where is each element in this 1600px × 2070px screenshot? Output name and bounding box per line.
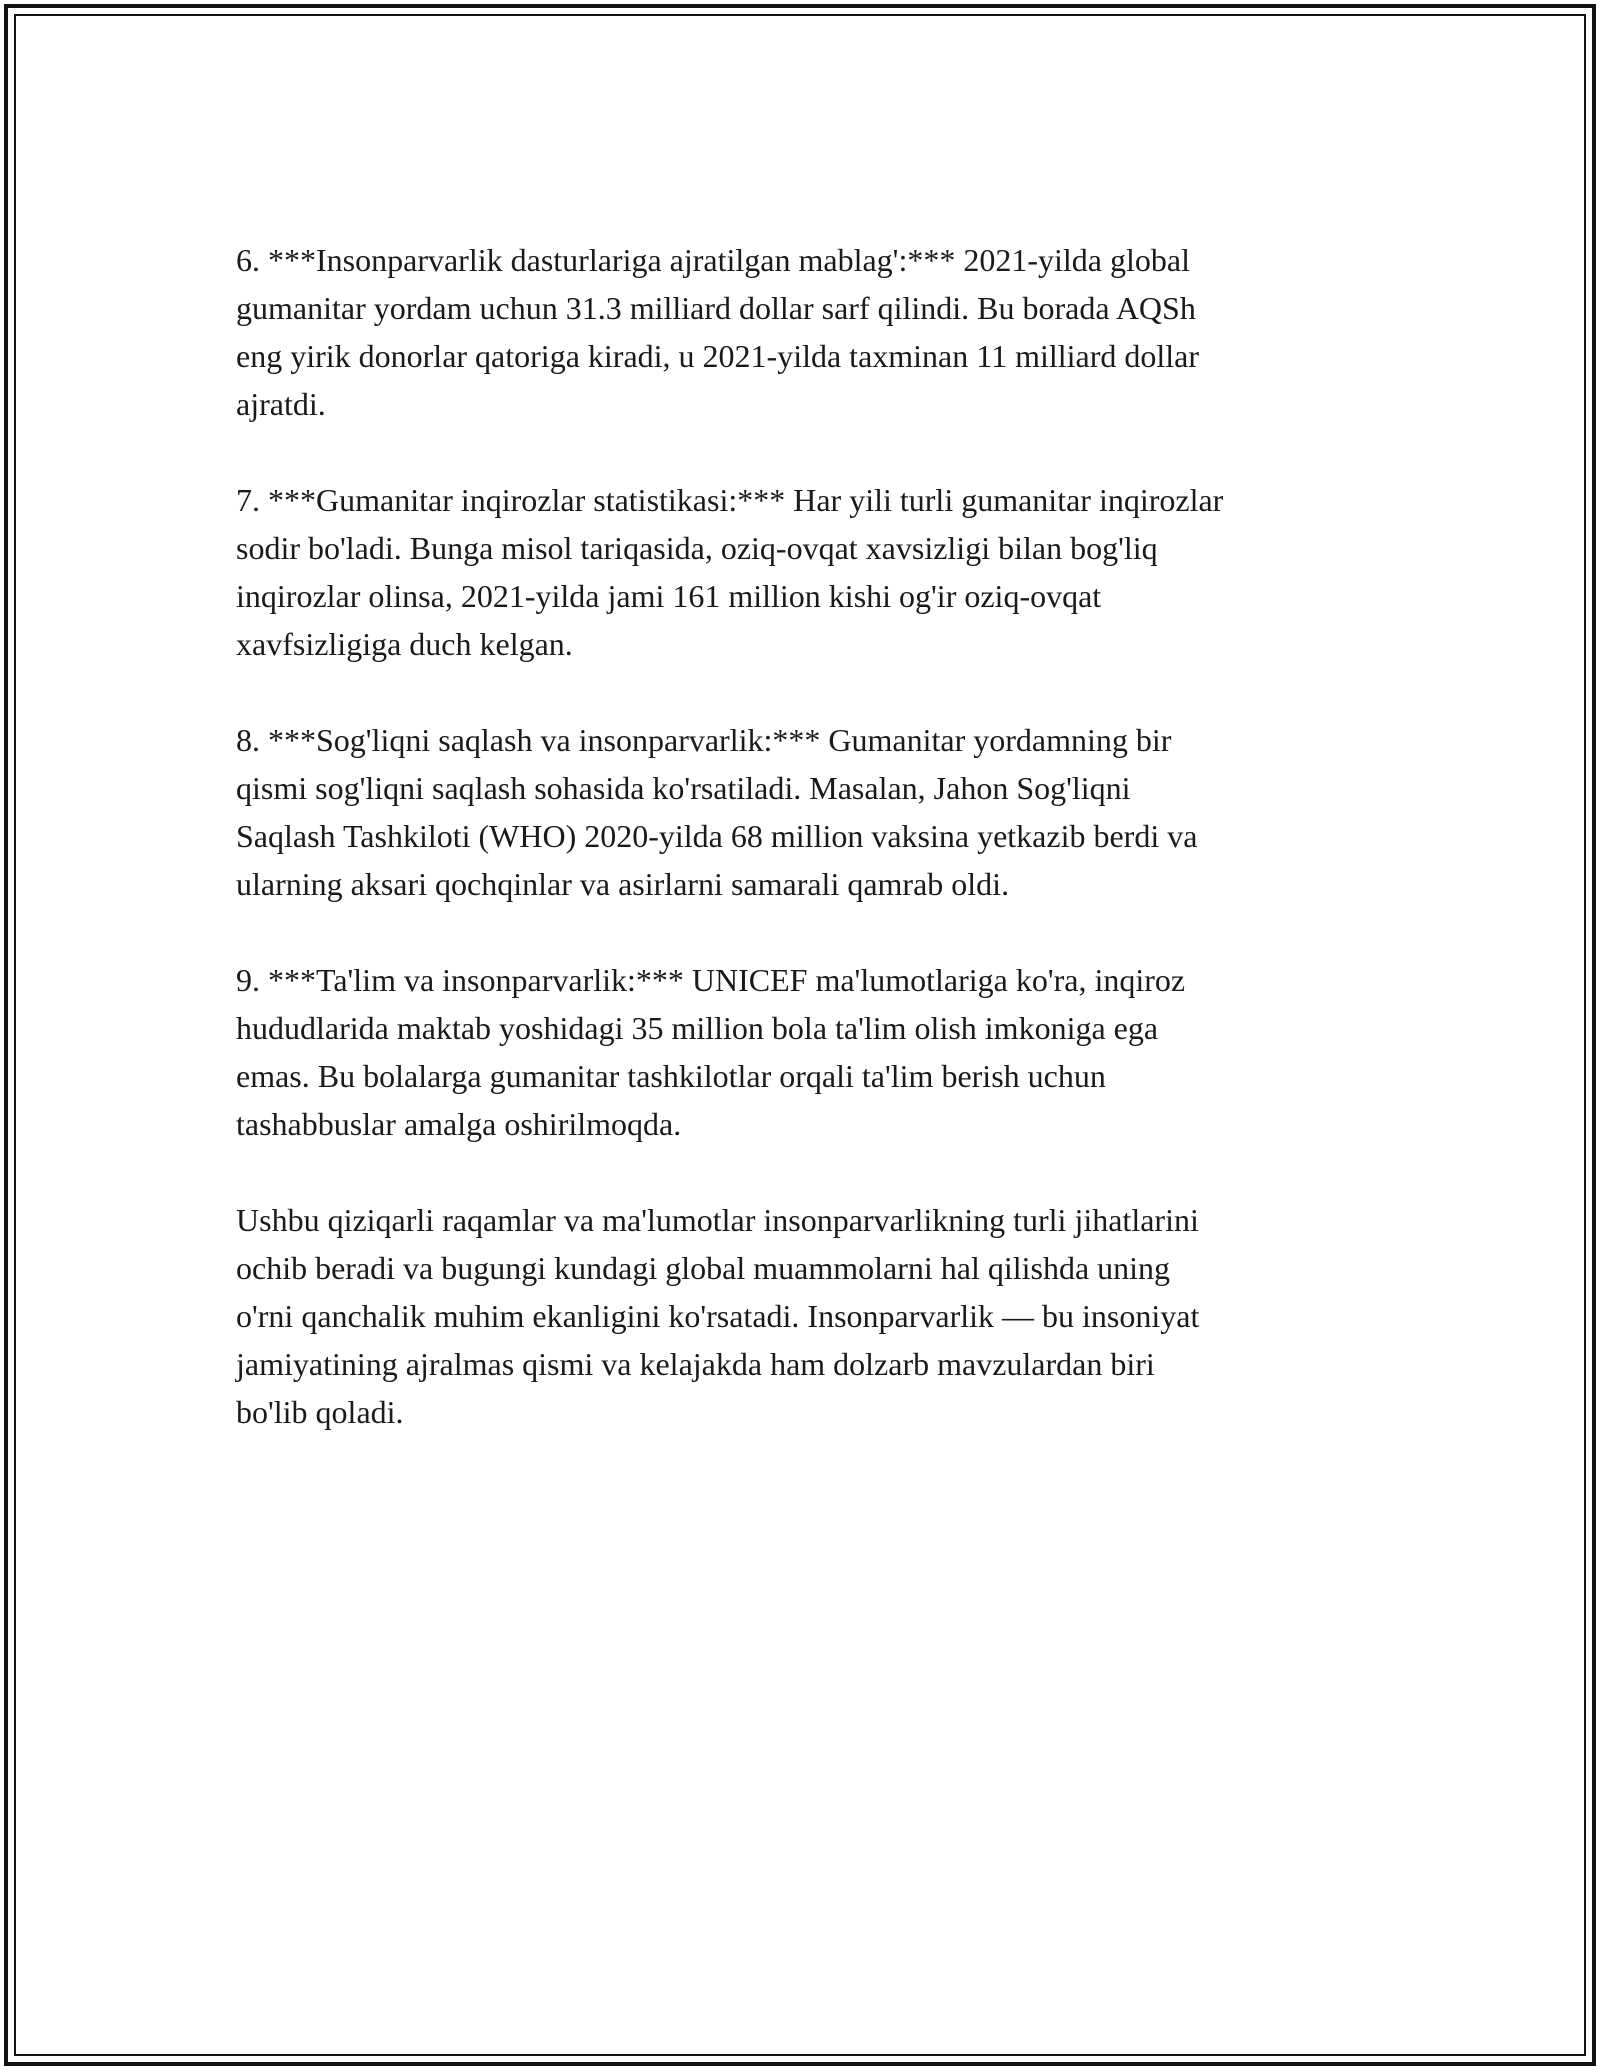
text-line: bo'lib qoladi.	[236, 1394, 404, 1430]
text-line: ochib beradi va bugungi kundagi global muammolarni hal qilishda uning	[236, 1250, 1171, 1286]
text-line: qismi sog'liqni saqlash sohasida ko'rsatiladi. Masalan, Jahon Sog'liqni	[236, 770, 1131, 806]
paragraph-7-crisis-statistics	[236, 476, 1396, 668]
text-line: jamiyatining ajralmas qismi va kelajakda ham dolzarb mavzulardan biri	[236, 1346, 1155, 1382]
text-line: tashabbuslar amalga oshirilmoqda.	[236, 1106, 682, 1142]
text-line: ajratdi.	[236, 386, 326, 422]
text-line: xavfsizligiga duch kelgan.	[236, 626, 573, 662]
document-body	[236, 236, 1396, 1484]
paragraph-8-health	[236, 716, 1396, 908]
text-line: sodir bo'ladi. Bunga misol tariqasida, oziq-ovqat xavsizligi bilan bog'liq	[236, 530, 1158, 566]
text-line: o'rni qanchalik muhim ekanligini ko'rsatadi. Insonparvarlik — bu insoniyat	[236, 1298, 1200, 1334]
text-line: emas. Bu bolalarga gumanitar tashkilotlar orqali ta'lim berish uchun	[236, 1058, 1106, 1094]
text-line: 6. ***Insonparvarlik dasturlariga ajratilgan mablag':*** 2021-yilda global	[236, 242, 1190, 278]
text-line: inqirozlar olinsa, 2021-yilda jami 161 million kishi og'ir oziq-ovqat	[236, 578, 1102, 614]
paragraph-6-funding	[236, 236, 1396, 428]
text-line: Saqlash Tashkiloti (WHO) 2020-yilda 68 million vaksina yetkazib berdi va	[236, 818, 1198, 854]
text-line: gumanitar yordam uchun 31.3 milliard dollar sarf qilindi. Bu borada AQSh	[236, 290, 1196, 326]
paragraph-9-education	[236, 956, 1396, 1148]
text-line: hududlarida maktab yoshidagi 35 million bola ta'lim olish imkoniga ega	[236, 1010, 1159, 1046]
text-line: eng yirik donorlar qatoriga kiradi, u 2021-yilda taxminan 11 milliard dollar	[236, 338, 1200, 374]
text-line: 8. ***Sog'liqni saqlash va insonparvarlik:*** Gumanitar yordamning bir	[236, 722, 1172, 758]
text-line: 9. ***Ta'lim va insonparvarlik:*** UNICEF ma'lumotlariga ko'ra, inqiroz	[236, 962, 1186, 998]
text-line: 7. ***Gumanitar inqirozlar statistikasi:*** Har yili turli gumanitar inqirozlar	[236, 482, 1224, 518]
text-line: Ushbu qiziqarli raqamlar va ma'lumotlar insonparvarlikning turli jihatlarini	[236, 1202, 1199, 1238]
paragraph-conclusion	[236, 1196, 1396, 1436]
text-line: ularning aksari qochqinlar va asirlarni samarali qamrab oldi.	[236, 866, 1010, 902]
